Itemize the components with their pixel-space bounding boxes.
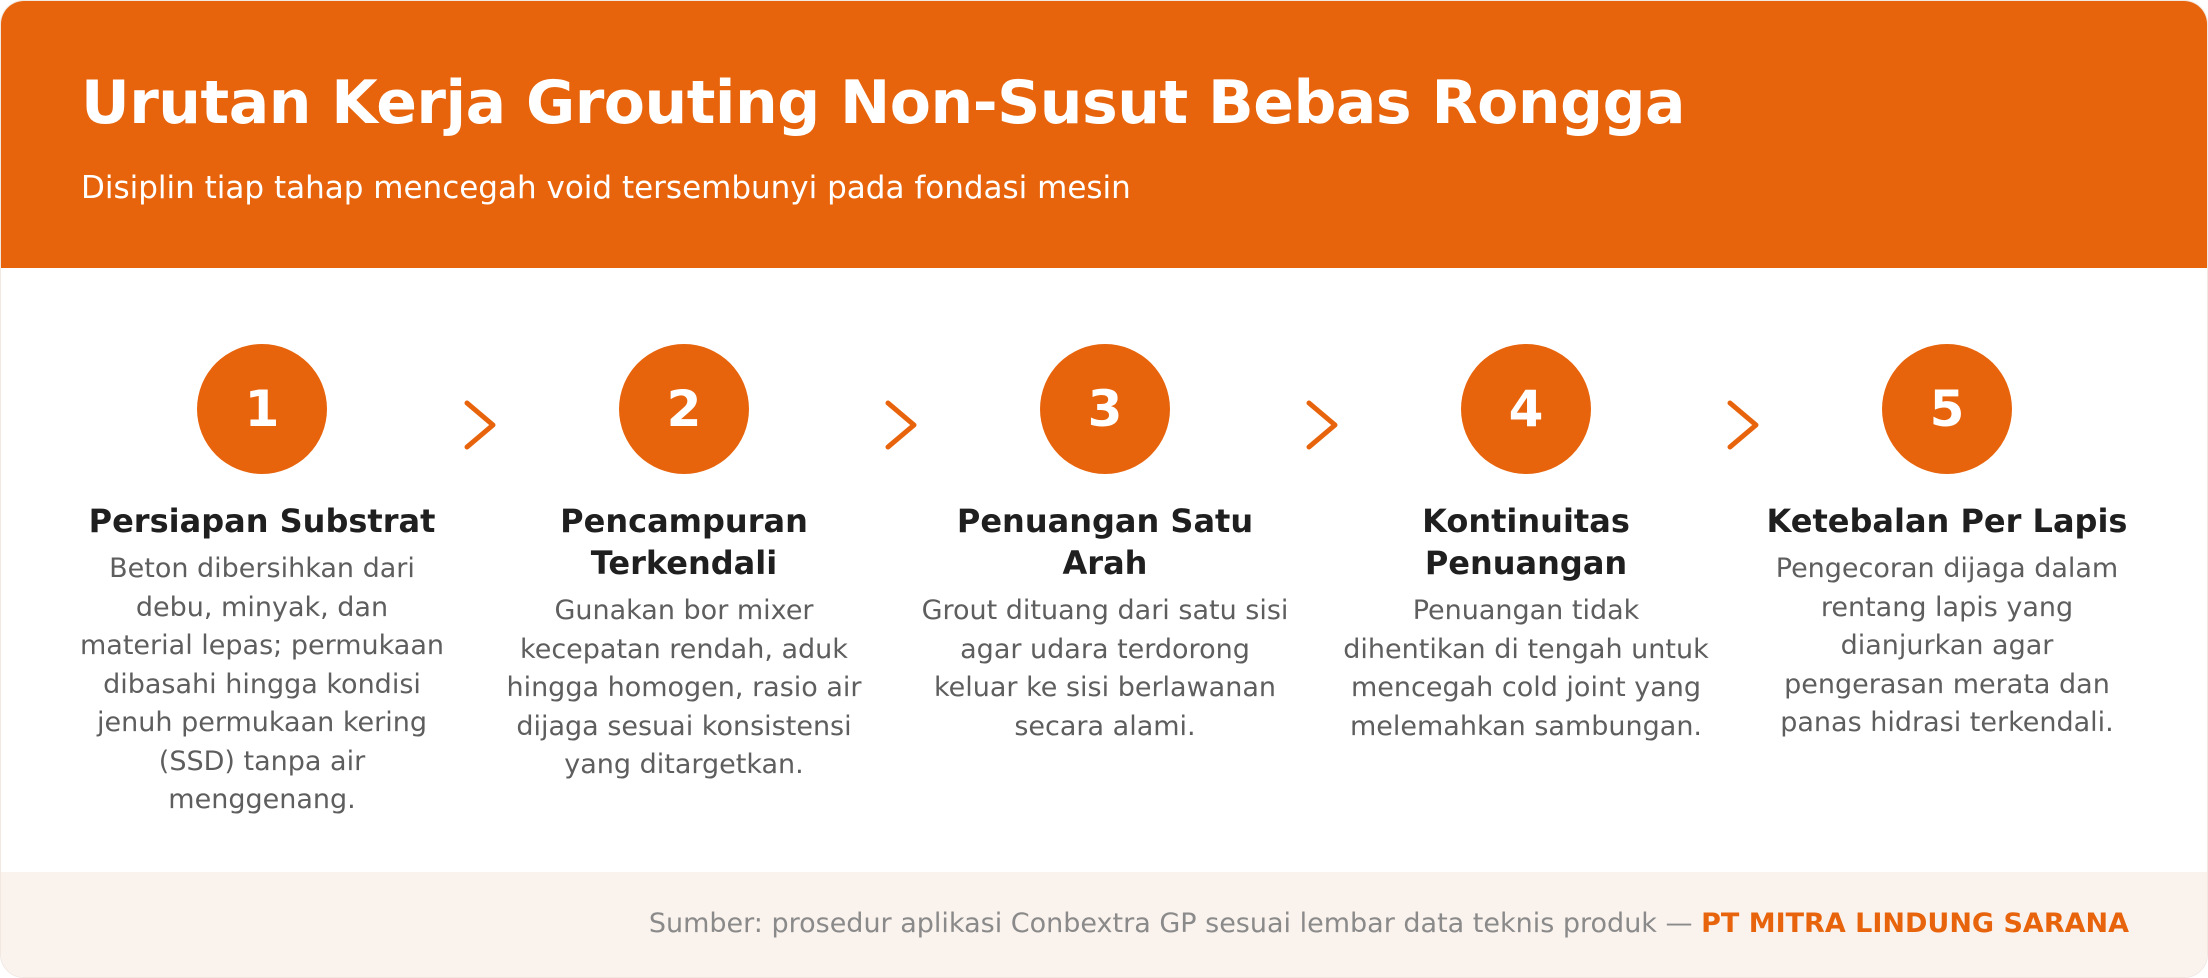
step-description: Gunakan bor mixer kecepatan rendah, aduk hingga homogen, rasio air dijaga sesuai konsistensi yang ditargetkan. (506, 595, 862, 780)
step-description: Penuangan tidak dihentikan di tengah untuk mencegah cold joint yang melemahkan sambungan. (1343, 595, 1709, 742)
source-note (649, 904, 2129, 944)
chevron-right-icon (1304, 399, 1342, 451)
step-title: Ketebalan Per Lapis (1766, 502, 2128, 540)
step-title: Persiapan Substrat (88, 502, 436, 540)
step-title: Penuangan Satu Arah (956, 502, 1254, 582)
company-name: PT MITRA LINDUNG SARANA (1701, 908, 2129, 939)
step-1 (76, 344, 448, 820)
step-number-badge: 1 (197, 344, 327, 474)
header-banner (1, 1, 2208, 268)
step-description: Pengecoran dijaga dalam rentang lapis yang dianjurkan agar pengerasan merata dan panas hidrasi terkendali. (1775, 553, 2119, 738)
step-number-badge: 3 (1040, 344, 1170, 474)
step-number-badge: 4 (1461, 344, 1591, 474)
chevron-right-icon (1725, 399, 1763, 451)
footer-bar (1, 872, 2208, 978)
page-subtitle: Disiplin tiap tahap mencegah void tersembunyi pada fondasi mesin (81, 170, 1131, 206)
source-text: Sumber: prosedur aplikasi Conbextra GP sesuai lembar data teknis produk — (648, 908, 1702, 939)
step-description: Beton dibersihkan dari debu, minyak, dan material lepas; permukaan dibasahi hingga kondisi jenuh permukaan kering (SSD) tanpa air menggenang. (80, 553, 444, 815)
step-2 (498, 344, 870, 785)
step-5 (1761, 344, 2133, 743)
step-4 (1340, 344, 1712, 746)
chevron-right-icon (462, 399, 500, 451)
step-3 (919, 344, 1291, 746)
chevron-right-icon (883, 399, 921, 451)
page-title: Urutan Kerja Grouting Non-Susut Bebas Rongga (81, 68, 1686, 138)
step-number-badge: 5 (1882, 344, 2012, 474)
step-number-badge: 2 (619, 344, 749, 474)
step-description: Grout dituang dari satu sisi agar udara terdorong keluar ke sisi berlawanan secara alami. (921, 595, 1289, 742)
step-title: Pencampuran Terkendali (560, 502, 808, 582)
step-title: Kontinuitas Penuangan (1422, 502, 1630, 582)
